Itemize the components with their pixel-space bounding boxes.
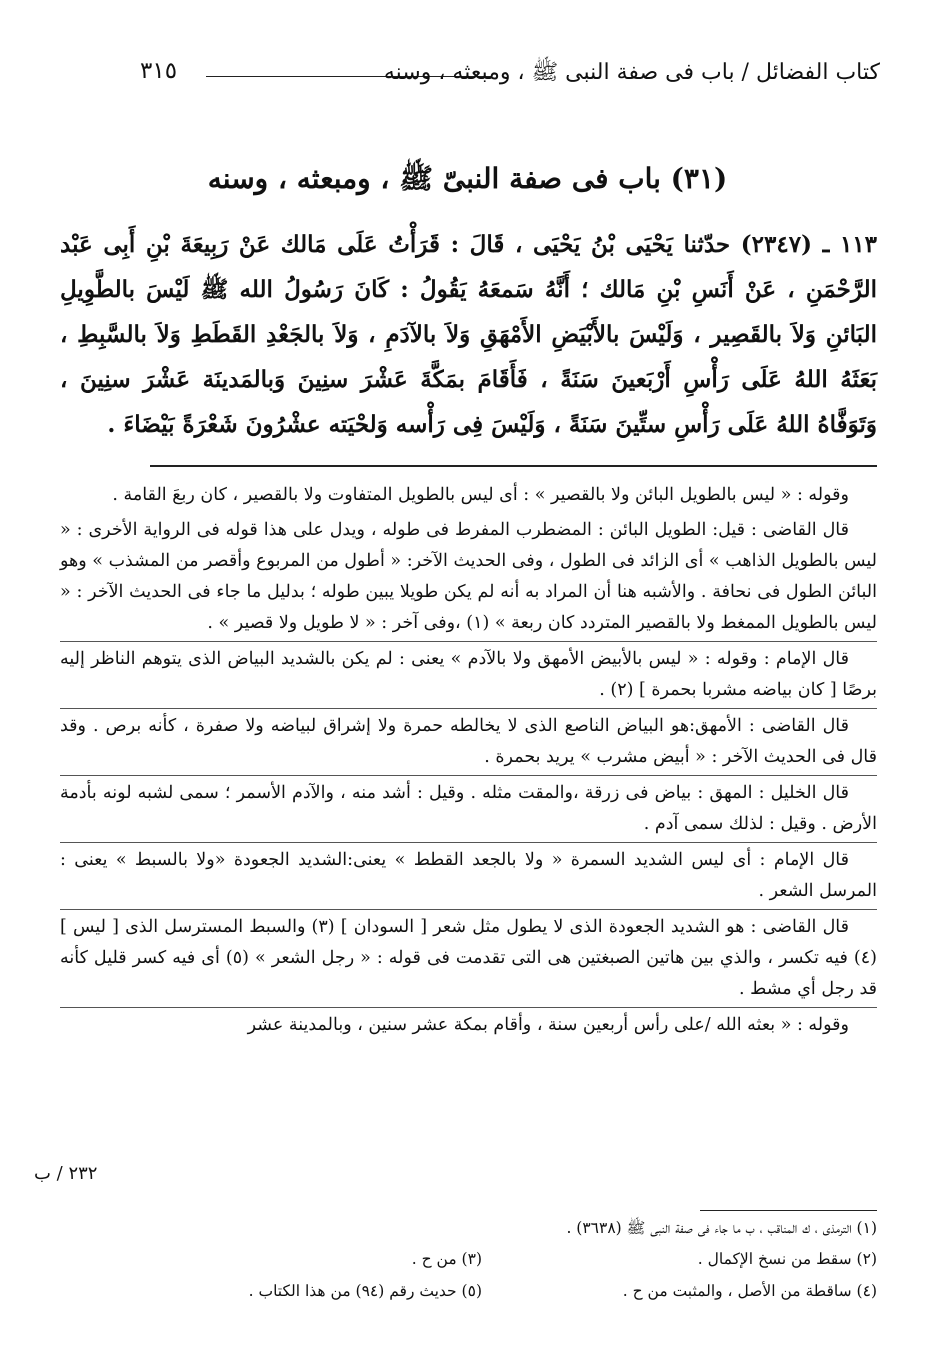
running-header — [140, 58, 880, 94]
commentary-paragraph: قال الإمام : أى ليس الشديد السمرة « ولا بالجعد القطط » يعنى:الشديد الجعودة «ولا بالسبط » يعنى : المرسل الشعر . — [60, 843, 877, 910]
commentary-paragraph: قال القاضى : هو الشديد الجعودة الذى لا يطول مثل شعر [ السودان ] (٣) والسبط المسترسل الذى [ ليس ] (٤) فيه تكسر ، والذي بين هاتين الصبغتين هى التى تقدمت فى قوله : « رجل الشعر » (٥) أى فيه كسر قليل كأنه قد رجل أي مشط . — [60, 910, 877, 1008]
footnote-1: (١) الترمذى ، ك المناقب ، ب ما جاء فى صفة النبى ﷺ (٣٦٣٨) . — [566, 1219, 877, 1237]
footnote-4: (٤) ساقطة من الأصل ، والمثبت من ح . — [622, 1282, 877, 1300]
commentary-paragraph: وقوله : « بعثه الله /على رأس أربعين سنة ، وأقام بمكة عشر سنين ، وبالمدينة عشر — [247, 1015, 849, 1035]
footnote-2: (٢) سقط من نسخ الإكمال . — [697, 1250, 877, 1268]
hadith-text — [60, 222, 877, 447]
commentary-paragraph: قال الخليل : المهق : بياض فى زرقة ،والمقت مثله . وقيل : أشد منه ، والآدم الأسمر ؛ سمى لشبه لونه بأدمة الأرض . وقيل : لذلك سمى آدم . — [60, 776, 877, 843]
commentary-paragraph: قال القاضى : الأمهق:هو البياض الناصع الذى لا يخالطه حمرة ولا إشراق لبياضه ولا صفرة ، كأنه برص . وقد قال فى الحديث الآخر : « أبيض مشرب » يريد بحمرة . — [60, 709, 877, 776]
chapter-title: (٣١) باب فى صفة النبىّ ﷺ ، ومبعثه ، وسنه — [207, 162, 728, 195]
footnote-rule — [700, 1210, 877, 1211]
commentary-paragraph: قال القاضى : قيل: الطويل البائن : المضطرب المفرط فى طوله ، ويدل على هذا قوله فى الرواية الأخرى : « ليس بالطويل الذاهب » أى الزائد فى الطول ، وفى الحديث الآخر: « أطول من المربوع وأقصر من المشذب » وهو البائن الطول فى نحافة . والأشبه هنا أن المراد به أنه لم يكن طويلا يبين طوله ؛ بدليل ما جاء فى الحديث الآخر : « ليس بالطويل الممغط ولا بالقصير المتردد كان ربعة » (١) ،وفى آخر : « لا طويل ولا قصير » . — [60, 513, 877, 642]
manuscript-folio-note: ٢٣٢ / ب — [34, 1163, 98, 1184]
footnote-row — [190, 1282, 877, 1314]
commentary-paragraph: قال الإمام : وقوله : « ليس بالأبيض الأمهق ولا بالآدم » يعنى : لم يكن بالشديد البياض الذى يتوهم الناظر إليه برصًا [ كان بياضه مشربا بحمرة ] (٢) . — [60, 642, 877, 709]
footnote-3: (٣) من ح . — [411, 1250, 482, 1268]
hadith-number: ١١٣ ـ (٢٣٤٧) — [740, 231, 878, 258]
running-title: كتاب الفضائل / باب فى صفة النبى ﷺ ، ومبعثه ، وسنه — [383, 60, 880, 85]
footnote-row — [190, 1250, 877, 1282]
commentary — [60, 478, 877, 1043]
section-divider — [150, 465, 877, 467]
hadith-body: حدّثنا يَحْيَى بْنُ يَحْيَى ، قَالَ : قَرَأْتُ عَلَى مَالك عَنْ رَبِيعَةَ بْنِ أَبِى عَبْد الرَّحْمَنِ ، عَنْ أَنَسِ بْنِ مَالك ؛ أَنَّهُ سَمعَهُ يَقُولُ : كَانَ رَسُولُ الله ﷺ لَيْسَ بالطَّوِيلِ البَائنِ وَلاَ بالقَصِير ، وَلَيْسَ بالأَبْيَضِ الأَمْهَقِ وَلاَ بالآدَمِ ، وَلاَ بالجَعْدِ القَطَطِ وَلاَ بالسَّبِطِ ، بَعَثَهُ اللهُ عَلَى رَأْسِ أَرْبَعينَ سَنَةً ، فَأَقَامَ بمَكَّةَ عَشْرَ سنِينَ وَبالمَدينَة عَشْرَ سنِينَ ، وَتَوَفَّاهُ اللهُ عَلَى رَأْسِ ستِّينَ سَنَةً ، وَلَيْسَ فِى رَأْسه وَلحْيَته عشْرُونَ شَعْرَةً بَيْضَاءَ . — [60, 231, 877, 438]
commentary-paragraph: وقوله : « ليس بالطويل البائن ولا بالقصير » : أى ليس بالطويل المتفاوت ولا بالقصير ، كان ربعَ القامة . — [112, 485, 849, 505]
footnote-5: (٥) حديث رقم (٩٤) من هذا الكتاب . — [248, 1282, 482, 1300]
page-number: ٣١٥ — [140, 58, 178, 84]
footnotes — [190, 1218, 877, 1314]
footnote-row — [190, 1218, 877, 1250]
